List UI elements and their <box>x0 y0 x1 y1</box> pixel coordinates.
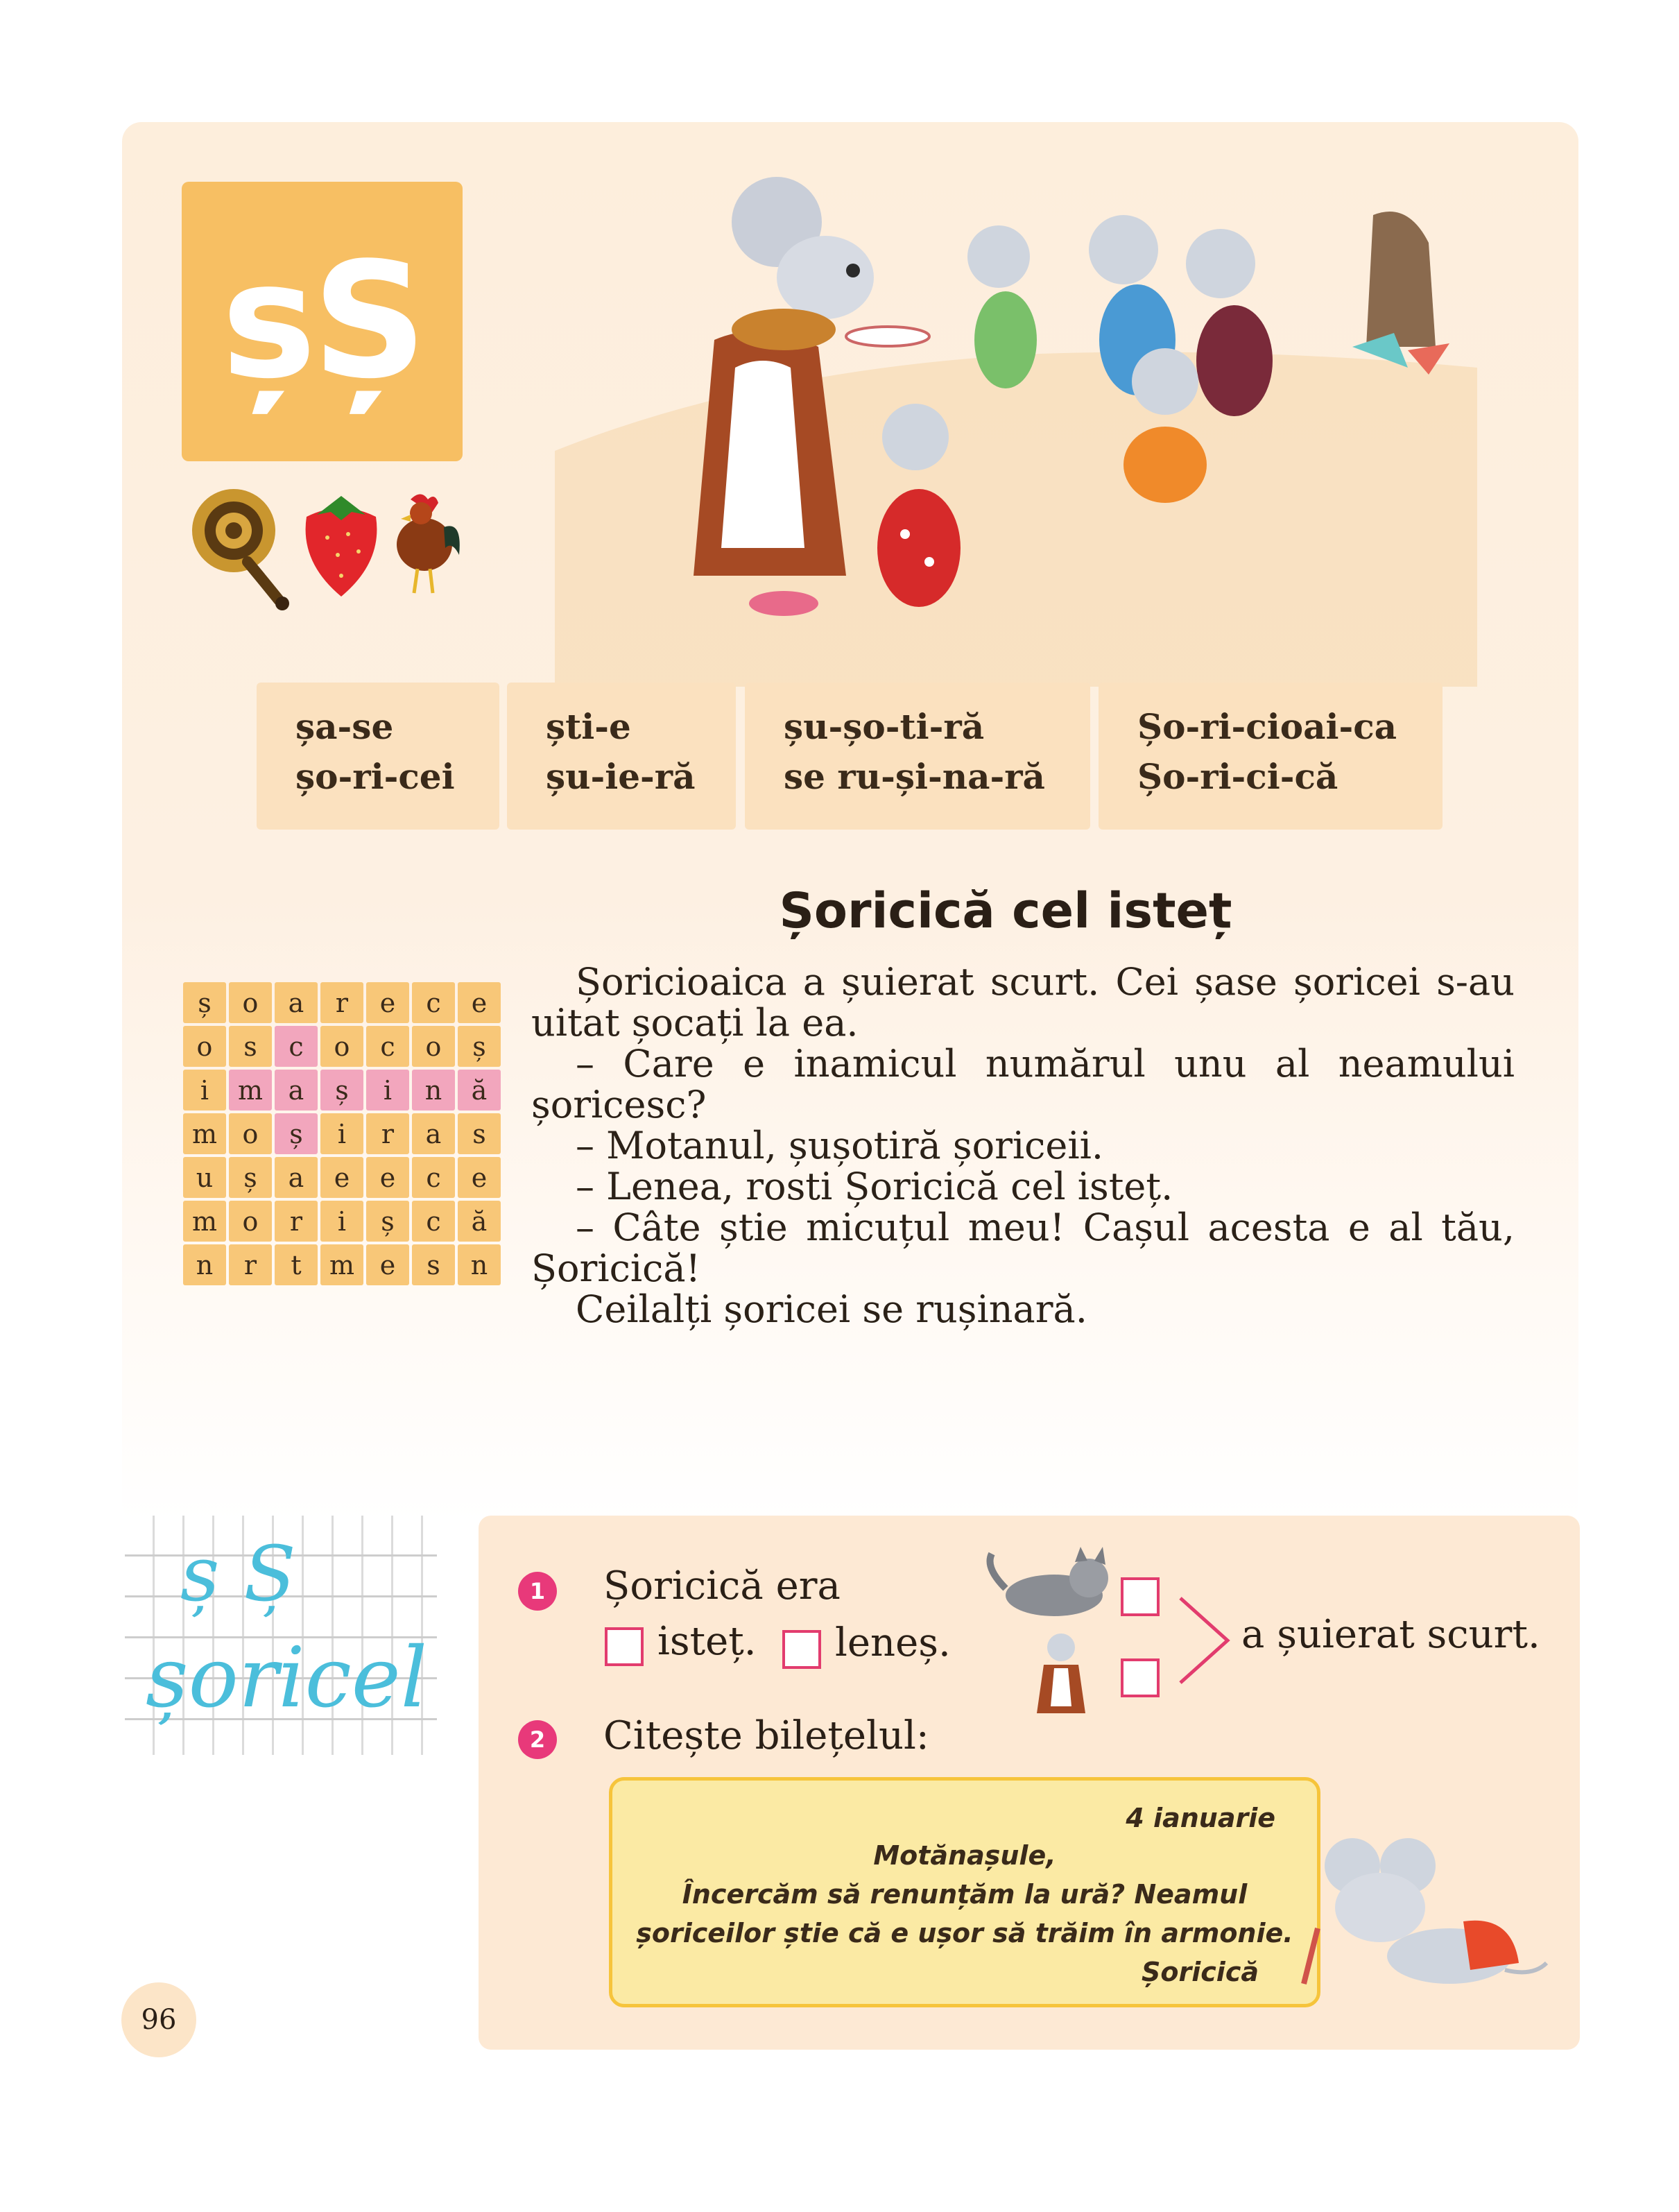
syllable-line: șo-ri-cei <box>295 756 455 797</box>
exercise-1-number: 1 <box>518 1572 557 1611</box>
grid-cell: m <box>320 1244 363 1285</box>
match-mouse-checkbox[interactable] <box>1121 1658 1160 1697</box>
writing-mouse-illustration <box>1290 1824 1553 2005</box>
syllable-box-4 <box>1099 683 1443 830</box>
grid-cell: ș <box>275 1113 318 1154</box>
mouse-mother-icon <box>1037 1634 1085 1713</box>
grid-cell: a <box>275 1157 318 1198</box>
note-signature: Șoricică <box>1142 1957 1259 1987</box>
grid-cell: o <box>183 1026 226 1067</box>
note-date: 4 ianuarie <box>1126 1803 1275 1833</box>
grid-cell: e <box>458 982 501 1023</box>
grid-cell: n <box>183 1244 226 1285</box>
grid-cell: r <box>275 1201 318 1242</box>
story-text <box>531 961 1515 1330</box>
syllable-box-2 <box>507 683 736 830</box>
option-istet-checkbox[interactable] <box>605 1627 644 1666</box>
grid-cell: o <box>229 1113 272 1154</box>
note-greeting: Motănașule, <box>873 1840 1056 1871</box>
grid-cell: ă <box>458 1070 501 1111</box>
grid-cell: t <box>275 1244 318 1285</box>
grid-cell: ș <box>458 1026 501 1067</box>
snake-icon <box>192 489 289 610</box>
grid-cell: u <box>183 1157 226 1198</box>
letter-grid <box>183 982 501 1285</box>
grid-cell: m <box>183 1113 226 1154</box>
story-paragraph: – Câte știe micuțul meu! Cașul acesta e al tău, Șoricică! <box>531 1206 1515 1290</box>
syllable-line: șu-șo-ti-ră <box>784 706 985 747</box>
cat-icon <box>990 1547 1109 1616</box>
grid-cell: s <box>412 1244 455 1285</box>
grid-cell: a <box>412 1113 455 1154</box>
grid-cell: c <box>366 1026 409 1067</box>
grid-cell: o <box>229 982 272 1023</box>
story-paragraph: – Lenea, rosti Șoricică cel isteț. <box>576 1165 1173 1208</box>
syllable-line: șu-ie-ră <box>546 756 696 797</box>
matching-text: a șuierat scurt. <box>1241 1612 1540 1657</box>
syllable-box-1 <box>257 683 499 830</box>
bracket-icon <box>1178 1595 1233 1686</box>
grid-cell: c <box>412 982 455 1023</box>
syllable-box-3 <box>745 683 1090 830</box>
grid-cell: i <box>183 1070 226 1111</box>
grid-cell: s <box>458 1113 501 1154</box>
grid-cell: i <box>320 1201 363 1242</box>
syllable-line: Șo-ri-ci-că <box>1137 756 1338 797</box>
grid-cell: o <box>320 1026 363 1067</box>
picture-icons <box>182 479 463 617</box>
grid-cell: e <box>366 982 409 1023</box>
rooster-icon <box>397 495 460 594</box>
option-lenes-label: leneș. <box>835 1620 951 1665</box>
story-paragraph: Ceilalți șoricei se rușinară. <box>576 1287 1087 1331</box>
grid-cell: s <box>229 1026 272 1067</box>
syllable-line: Șo-ri-cioai-ca <box>1137 706 1397 747</box>
exercise-2-prompt: Citește bilețelul: <box>603 1713 929 1758</box>
handwriting-letters: ș Ș <box>180 1529 296 1618</box>
mice-illustration <box>555 160 1477 687</box>
grid-cell: r <box>229 1244 272 1285</box>
page-number: 96 <box>121 1982 196 2057</box>
grid-cell: r <box>366 1113 409 1154</box>
grid-cell: m <box>183 1201 226 1242</box>
story-paragraph: Șoricioaica a șuierat scurt. Cei șase șoricei s-au uitat șocați la ea. <box>531 960 1515 1045</box>
grid-cell: o <box>229 1201 272 1242</box>
grid-cell: c <box>275 1026 318 1067</box>
grid-cell: ă <box>458 1201 501 1242</box>
story-paragraph: – Motanul, șușotiră șoriceii. <box>576 1124 1104 1167</box>
grid-cell: r <box>320 982 363 1023</box>
exercise-2-number: 2 <box>518 1720 557 1759</box>
grid-cell: i <box>366 1070 409 1111</box>
match-cat-checkbox[interactable] <box>1121 1577 1160 1616</box>
handwriting-panel <box>125 1516 437 1755</box>
grid-cell: a <box>275 1070 318 1111</box>
note-line: Încercăm să renunțăm la ură? Neamul <box>682 1879 1248 1910</box>
option-lenes-checkbox[interactable] <box>782 1630 821 1669</box>
grid-cell: ș <box>366 1201 409 1242</box>
strawberry-icon <box>306 496 377 597</box>
grid-cell: e <box>366 1244 409 1285</box>
letter-heading: șȘ <box>221 229 423 414</box>
grid-cell: c <box>412 1201 455 1242</box>
grid-cell: e <box>320 1157 363 1198</box>
grid-cell: n <box>458 1244 501 1285</box>
grid-cell: n <box>412 1070 455 1111</box>
syllable-line: șa-se <box>295 706 394 747</box>
matching-icons <box>985 1540 1123 1748</box>
letter-box <box>182 182 463 461</box>
grid-cell: e <box>366 1157 409 1198</box>
exercise-1-prompt: Șoricică era <box>603 1563 841 1609</box>
syllable-line: se ru-și-na-ră <box>784 756 1045 797</box>
grid-cell: ș <box>229 1157 272 1198</box>
story-paragraph: – Care e inamicul numărul unu al neamului șoricesc? <box>531 1042 1515 1126</box>
grid-cell: c <box>412 1157 455 1198</box>
story-title: Șoricică cel isteț <box>779 882 1232 939</box>
grid-cell: i <box>320 1113 363 1154</box>
option-istet-label: isteț. <box>657 1619 757 1664</box>
note-card <box>609 1777 1320 2007</box>
grid-cell: ș <box>183 982 226 1023</box>
grid-cell: o <box>412 1026 455 1067</box>
note-line: șoriceilor știe că e ușor să trăim în armonie. <box>636 1918 1293 1948</box>
grid-cell: m <box>229 1070 272 1111</box>
grid-cell: ș <box>320 1070 363 1111</box>
handwriting-word: șoricel <box>146 1630 428 1726</box>
grid-cell: e <box>458 1157 501 1198</box>
grid-cell: a <box>275 982 318 1023</box>
syllable-line: ști-e <box>546 706 631 747</box>
